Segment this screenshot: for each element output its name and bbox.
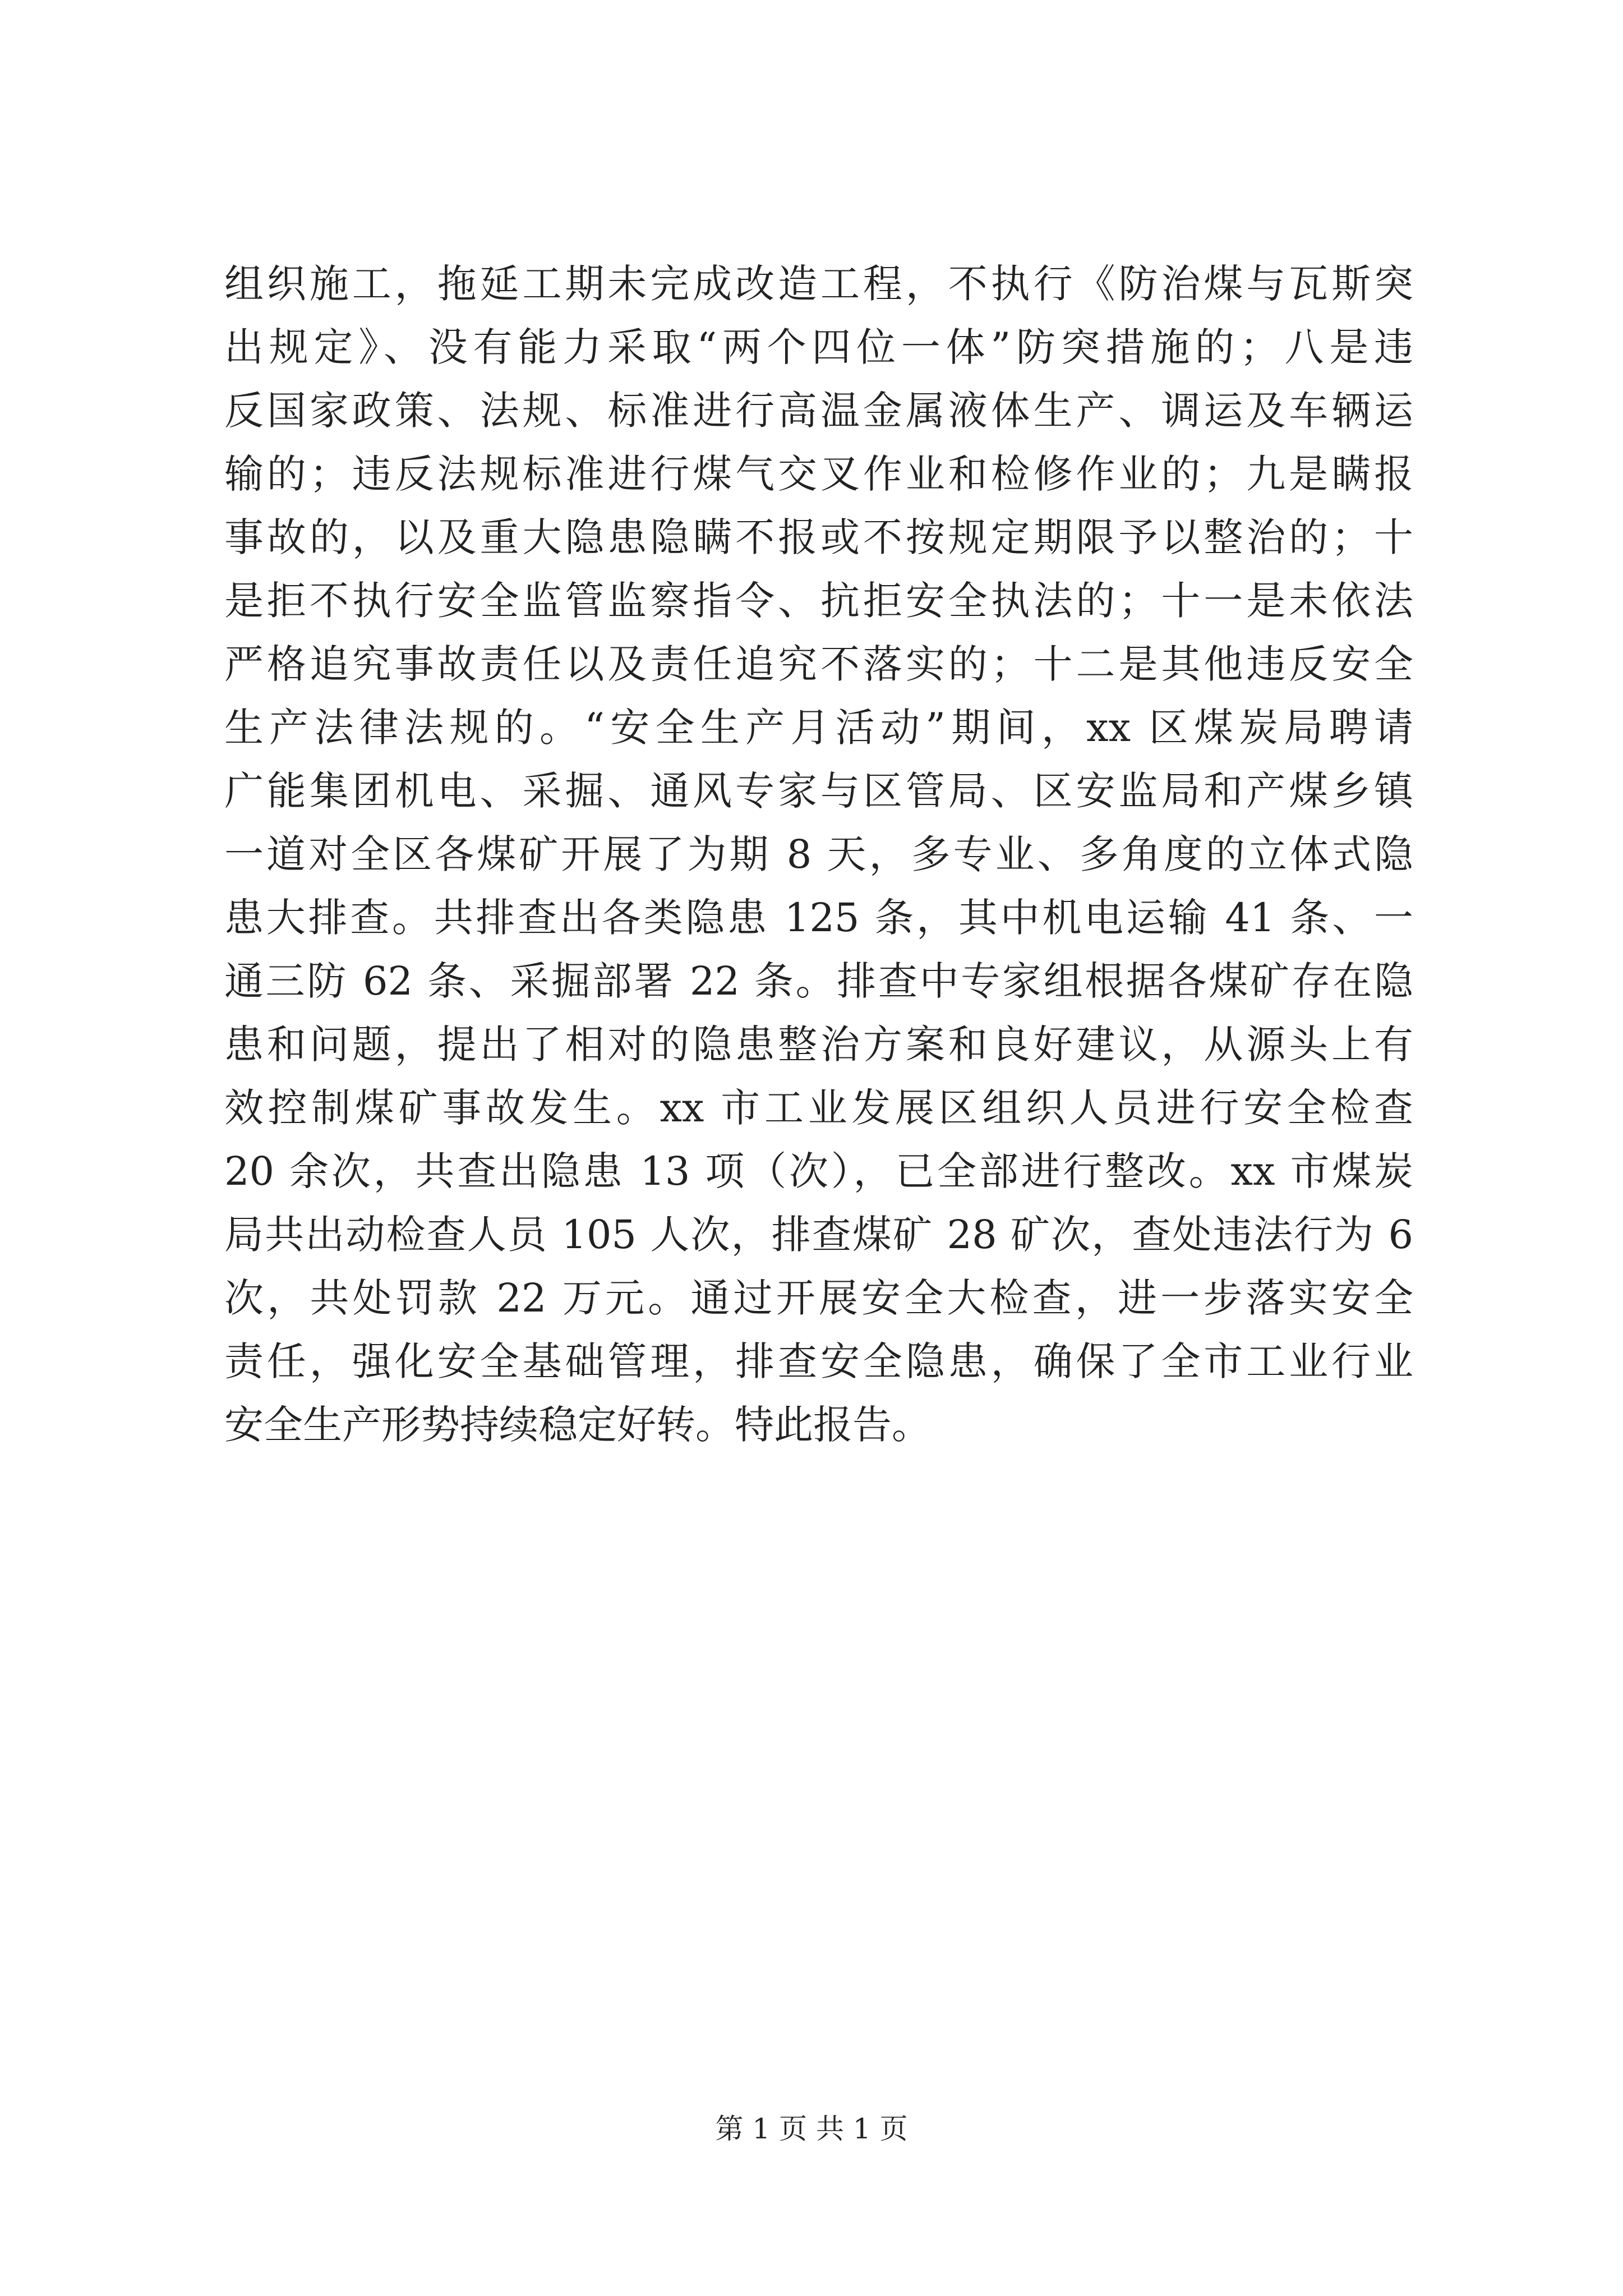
text-line-15: 20 余次，共查出隐患 13 项（次），已全部进行整改。xx 市煤炭 bbox=[224, 1148, 1413, 1194]
text-line-19: 安全生产形势持续稳定好转。特此报告。 bbox=[224, 1402, 931, 1448]
text-line-11: 患大排查。共排查出各类隐患 125 条，其中机电运输 41 条、一 bbox=[224, 895, 1413, 941]
text-line-7: 严格追究事故责任以及责任追究不落实的；十二是其他违反安全 bbox=[224, 641, 1413, 687]
text-line-5: 事故的，以及重大隐患隐瞒不报或不按规定期限予以整治的；十 bbox=[224, 514, 1413, 560]
text-line-6: 是拒不执行安全监管监察指令、抗拒安全执法的；十一是未依法 bbox=[224, 578, 1413, 624]
text-line-3: 反国家政策、法规、标准进行高温金属液体生产、调运及车辆运 bbox=[224, 388, 1413, 434]
page-footer bbox=[0, 2109, 1623, 2148]
text-line-8: 生产法律法规的。“安全生产月活动”期间，xx 区煤炭局聘请 bbox=[224, 705, 1413, 751]
page-number: 第 1 页 共 1 页 bbox=[715, 2113, 908, 2145]
text-line-18: 责任，强化安全基础管理，排查安全隐患，确保了全市工业行业 bbox=[224, 1338, 1413, 1384]
text-line-17: 次，共处罚款 22 万元。通过开展安全大检查，进一步落实安全 bbox=[224, 1275, 1413, 1321]
text-line-12: 通三防 62 条、采掘部署 22 条。排查中专家组根据各煤矿存在隐 bbox=[224, 958, 1413, 1004]
text-line-4: 输的；违反法规标准进行煤气交叉作业和检修作业的；九是瞒报 bbox=[224, 451, 1413, 497]
body-paragraph bbox=[224, 252, 1413, 1457]
text-line-2: 出规定》、没有能力采取“两个四位一体”防突措施的；八是违 bbox=[224, 324, 1413, 370]
text-line-13: 患和问题，提出了相对的隐患整治方案和良好建议，从源头上有 bbox=[224, 1022, 1413, 1068]
text-line-1: 组织施工，拖延工期未完成改造工程，不执行《防治煤与瓦斯突 bbox=[224, 261, 1413, 307]
text-line-10: 一道对全区各煤矿开展了为期 8 天，多专业、多角度的立体式隐 bbox=[224, 831, 1413, 877]
text-line-16: 局共出动检查人员 105 人次，排查煤矿 28 矿次，查处违法行为 6 bbox=[224, 1212, 1413, 1258]
text-line-14: 效控制煤矿事故发生。xx 市工业发展区组织人员进行安全检查 bbox=[224, 1085, 1413, 1131]
text-line-9: 广能集团机电、采掘、通风专家与区管局、区安监局和产煤乡镇 bbox=[224, 768, 1413, 814]
